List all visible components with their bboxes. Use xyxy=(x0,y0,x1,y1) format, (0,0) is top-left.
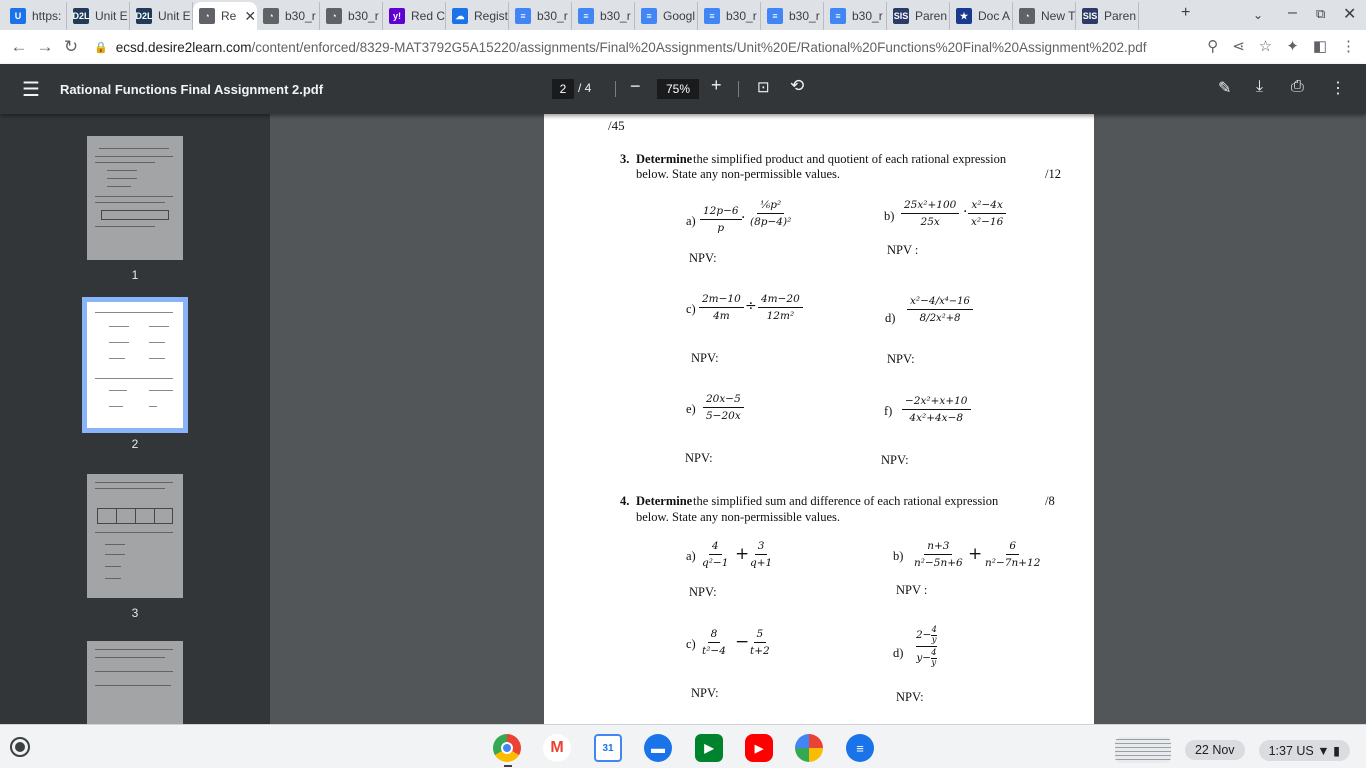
meet-app-icon[interactable]: ▶ xyxy=(695,734,723,762)
browser-tab[interactable] xyxy=(824,2,887,30)
thumbnail-number: 1 xyxy=(131,268,139,282)
tab-label: b30_r xyxy=(537,9,568,23)
browser-tab[interactable] xyxy=(320,2,383,30)
tab-label: Paren xyxy=(1104,9,1137,23)
fraction: $\frac{12p-6}{p}$ xyxy=(700,206,742,233)
tab-label: Googl xyxy=(663,9,696,23)
tab-favicon-icon: ◔ xyxy=(1019,8,1035,24)
launcher-icon[interactable] xyxy=(10,737,30,757)
npv-label: NPV: xyxy=(691,686,719,700)
address-bar xyxy=(0,30,1366,64)
question-4-text-2: below. State any non-permissible values. xyxy=(636,510,841,524)
npv-label: NPV: xyxy=(887,352,915,366)
browser-tab[interactable] xyxy=(4,2,67,30)
zoom-input[interactable]: 75% xyxy=(657,79,699,99)
part-label: b) xyxy=(893,549,904,563)
tab-favicon-icon: SIS xyxy=(1082,8,1098,24)
tab-label: Unit E xyxy=(158,9,191,23)
tab-favicon-icon: y! xyxy=(389,8,405,24)
rotate-icon[interactable]: ⟲ xyxy=(790,76,805,95)
thumbnail-number: 2 xyxy=(131,437,139,451)
tab-label: Red C xyxy=(411,9,446,23)
share-icon[interactable]: ⋖ xyxy=(1232,38,1245,55)
tab-search-icon[interactable]: ⌄ xyxy=(1253,8,1264,22)
operator: + xyxy=(968,544,983,564)
operator: · xyxy=(963,204,968,220)
npv-label: NPV: xyxy=(689,251,717,265)
close-window-icon[interactable]: ✕ xyxy=(1343,6,1357,23)
operator: · xyxy=(741,210,746,226)
npv-label: NPV : xyxy=(887,243,919,257)
operator: − xyxy=(735,632,750,652)
tab-label: b30_r xyxy=(285,9,316,23)
zoom-in-icon[interactable]: + xyxy=(711,75,722,95)
browser-tab[interactable] xyxy=(572,2,635,30)
url-field[interactable] xyxy=(94,40,1147,55)
tab-label: Regist xyxy=(474,9,509,23)
fraction: $\frac{3}{q+1}$ xyxy=(750,540,773,569)
tab-favicon-icon: ◔ xyxy=(263,8,279,24)
holding-space-preview[interactable] xyxy=(1115,737,1171,763)
chrome-app-icon[interactable] xyxy=(493,734,521,762)
page-number-input[interactable]: 2 xyxy=(552,79,574,99)
npv-label: NPV: xyxy=(689,585,717,599)
question-3-text: the simplified product and quotient of each rational expression xyxy=(693,152,1007,166)
browser-tab[interactable] xyxy=(446,2,509,30)
browser-tab[interactable] xyxy=(887,2,950,30)
page-thumbnail-1[interactable] xyxy=(87,136,183,260)
fraction: $\frac{n+3}{\text{n²−5n+6}}$ xyxy=(914,540,963,569)
tab-favicon-icon: ≡ xyxy=(830,8,846,24)
url-host: ecsd.desire2learn.com xyxy=(115,39,252,55)
tab-favicon-icon: ★ xyxy=(956,8,972,24)
tab-favicon-icon: ≡ xyxy=(578,8,594,24)
fraction: $\frac{5}{t+2}$ xyxy=(750,628,770,657)
browser-tab[interactable] xyxy=(67,2,130,30)
tab-label: Re xyxy=(221,9,237,23)
tab-favicon-icon: U xyxy=(10,8,26,24)
clock: 1:37 xyxy=(1268,743,1293,758)
tab-favicon-icon: D2L xyxy=(136,8,152,24)
page-thumbnail-4[interactable] xyxy=(87,641,183,724)
browser-tab[interactable] xyxy=(1076,2,1139,30)
tab-favicon-icon: ≡ xyxy=(515,8,531,24)
tab-label: New T xyxy=(1041,9,1076,23)
fraction: $\frac{6}{\text{n²−7n+12}}$ xyxy=(985,540,1041,569)
thumbnail-sidebar xyxy=(0,114,270,724)
date-pill[interactable]: 22 Nov xyxy=(1185,740,1245,760)
question-4-marks: /8 xyxy=(1045,494,1055,508)
part-label: e) xyxy=(686,402,696,416)
part-label: c) xyxy=(686,637,696,651)
browser-tab[interactable] xyxy=(761,2,824,30)
part-label: d) xyxy=(885,311,896,325)
calendar-app-icon[interactable]: 31 xyxy=(594,734,622,762)
battery-icon: ▮ xyxy=(1333,743,1340,758)
browser-menu-icon[interactable]: ⋮ xyxy=(1341,38,1356,55)
tab-label: b30_r xyxy=(852,9,883,23)
question-4-text: the simplified sum and difference of each rational expression xyxy=(693,494,999,508)
part-label: b) xyxy=(884,209,895,223)
hamburger-menu-icon[interactable]: ☰ xyxy=(22,78,40,101)
tab-label: Doc A xyxy=(978,9,1011,23)
browser-tab[interactable] xyxy=(383,2,446,30)
pdf-page xyxy=(544,114,1094,724)
minimize-icon[interactable]: – xyxy=(1288,4,1297,21)
tab-label: Unit E xyxy=(95,9,128,23)
page-thumbnail-3[interactable] xyxy=(87,474,183,598)
question-4-number: 4. xyxy=(620,494,630,508)
fraction: $\frac{4}{\text{q²−1}}$ xyxy=(702,540,729,569)
tab-favicon-icon: SIS xyxy=(893,8,909,24)
status-tray[interactable] xyxy=(1259,740,1350,761)
tab-label: b30_r xyxy=(789,9,820,23)
tab-favicon-icon: ☁ xyxy=(452,8,468,24)
forward-icon[interactable]: → xyxy=(36,37,54,56)
tab-label: https: xyxy=(32,9,62,23)
complex-fraction: $\frac{\text{x²−4/x⁴−16}}{\text{8/2x²+8}}$ xyxy=(907,296,973,324)
tab-favicon-icon: ≡ xyxy=(767,8,783,24)
part-label: a) xyxy=(686,549,696,563)
fraction: $\frac{20x-5}{5-20x}$ xyxy=(703,394,744,421)
youtube-app-icon[interactable]: ▶ xyxy=(745,734,773,762)
download-icon[interactable]: ⤓ xyxy=(1256,78,1264,95)
fit-to-page-icon[interactable]: ⊡ xyxy=(757,79,770,96)
running-indicator xyxy=(504,765,512,767)
part-label: c) xyxy=(686,302,696,316)
question-3-text-2: below. State any non-permissible values. xyxy=(636,167,841,181)
thumbnail-number: 3 xyxy=(131,606,139,620)
fraction: $\frac{4m-20}{\text{12m²}}$ xyxy=(758,294,803,321)
pdf-toolbar xyxy=(0,64,1366,114)
photos-app-icon[interactable] xyxy=(795,734,823,762)
print-icon[interactable]: ⎙ xyxy=(1291,78,1304,95)
fraction: $\frac{8}{\text{t²−4}}$ xyxy=(702,628,726,657)
files-app-icon[interactable]: ▬ xyxy=(644,734,672,762)
reload-icon[interactable]: ↻ xyxy=(63,37,79,56)
new-tab-icon[interactable]: + xyxy=(1181,4,1191,21)
url-path: /content/enforced/8329-MAT3792G5A15220/assignments/Final%20Assignments/Unit%20E/Rational%20Functions%20Final%20Assignment%202.pdf xyxy=(251,39,1147,55)
more-options-icon[interactable]: ⋮ xyxy=(1330,80,1346,97)
browser-tab[interactable] xyxy=(130,2,193,30)
tabs-container xyxy=(4,0,1139,30)
side-panel-icon[interactable]: ◧ xyxy=(1312,38,1327,55)
tab-favicon-icon: ◔ xyxy=(326,8,342,24)
input-method: US xyxy=(1296,743,1314,758)
restore-icon[interactable]: ⧉ xyxy=(1316,6,1326,21)
tab-strip xyxy=(0,0,1366,30)
annotate-pen-icon[interactable]: ✎ xyxy=(1218,80,1232,97)
fraction: $\frac{\text{⅙p²}}{\text{(8p−4)²}}$ xyxy=(750,199,792,228)
part-label: a) xyxy=(686,214,696,228)
fraction: $\frac{\text{25x²+100}}{25x}$ xyxy=(901,200,959,227)
tab-label: Paren xyxy=(915,9,948,23)
browser-tab[interactable] xyxy=(257,2,320,30)
pdf-title: Rational Functions Final Assignment 2.pdf xyxy=(59,81,324,97)
browser-tab[interactable] xyxy=(635,2,698,30)
tab-label: b30_r xyxy=(600,9,631,23)
back-icon[interactable]: ← xyxy=(10,37,28,56)
page-thumbnail-2[interactable] xyxy=(87,302,183,428)
browser-tab[interactable] xyxy=(193,2,257,30)
lock-icon: 🔒 xyxy=(94,41,108,54)
total-score: /45 xyxy=(608,118,625,133)
question-3-verb: Determine xyxy=(636,152,693,166)
npv-label: NPV: xyxy=(691,351,719,365)
os-shelf xyxy=(0,724,1366,768)
complex-fraction: 2− $\frac{4}{y}$ y− $\frac{4}{y}$ xyxy=(916,625,937,668)
close-tab-icon[interactable]: ✕ xyxy=(244,7,257,24)
npv-label: NPV: xyxy=(896,690,924,704)
bookmark-star-icon[interactable]: ☆ xyxy=(1258,38,1273,55)
zoom-out-icon[interactable]: − xyxy=(630,76,641,96)
part-label: d) xyxy=(893,646,904,660)
toolbar-divider xyxy=(738,81,739,97)
messages-app-icon[interactable]: ≡ xyxy=(846,734,874,762)
npv-label: NPV: xyxy=(881,453,909,467)
zoom-icon[interactable]: ⚲ xyxy=(1207,38,1219,55)
tab-label: b30_r xyxy=(348,9,379,23)
operator: + xyxy=(735,544,750,564)
fraction: $\frac{\text{−2x²+x+10}}{\text{4x²+4x−8}}$ xyxy=(902,396,971,423)
extensions-icon[interactable]: ✦ xyxy=(1286,38,1299,55)
npv-label: NPV: xyxy=(685,451,713,465)
question-3-marks: /12 xyxy=(1045,167,1061,181)
browser-tab[interactable] xyxy=(1013,2,1076,30)
fraction: $\frac{2m-10}{4m}$ xyxy=(699,294,744,321)
question-4-verb: Determine xyxy=(636,494,693,508)
question-3-number: 3. xyxy=(620,152,630,166)
browser-tab[interactable] xyxy=(950,2,1013,30)
tab-label: b30_r xyxy=(726,9,757,23)
npv-label: NPV : xyxy=(896,583,928,597)
gmail-app-icon[interactable]: M xyxy=(543,734,571,762)
toolbar-divider xyxy=(615,81,616,97)
pdf-viewer[interactable] xyxy=(270,114,1366,724)
fraction: $\frac{\text{x²−4x}}{\text{x²−16}}$ xyxy=(968,200,1006,227)
page-total: / 4 xyxy=(578,81,592,95)
operator: ÷ xyxy=(745,298,757,314)
tab-favicon-icon: ≡ xyxy=(641,8,657,24)
tab-favicon-icon: D2L xyxy=(73,8,89,24)
browser-tab[interactable] xyxy=(698,2,761,30)
tab-favicon-icon: ≡ xyxy=(704,8,720,24)
tab-favicon-icon: ◔ xyxy=(199,8,215,24)
part-label: f) xyxy=(884,404,893,418)
wifi-icon: ▼ xyxy=(1317,743,1330,758)
browser-tab[interactable] xyxy=(509,2,572,30)
